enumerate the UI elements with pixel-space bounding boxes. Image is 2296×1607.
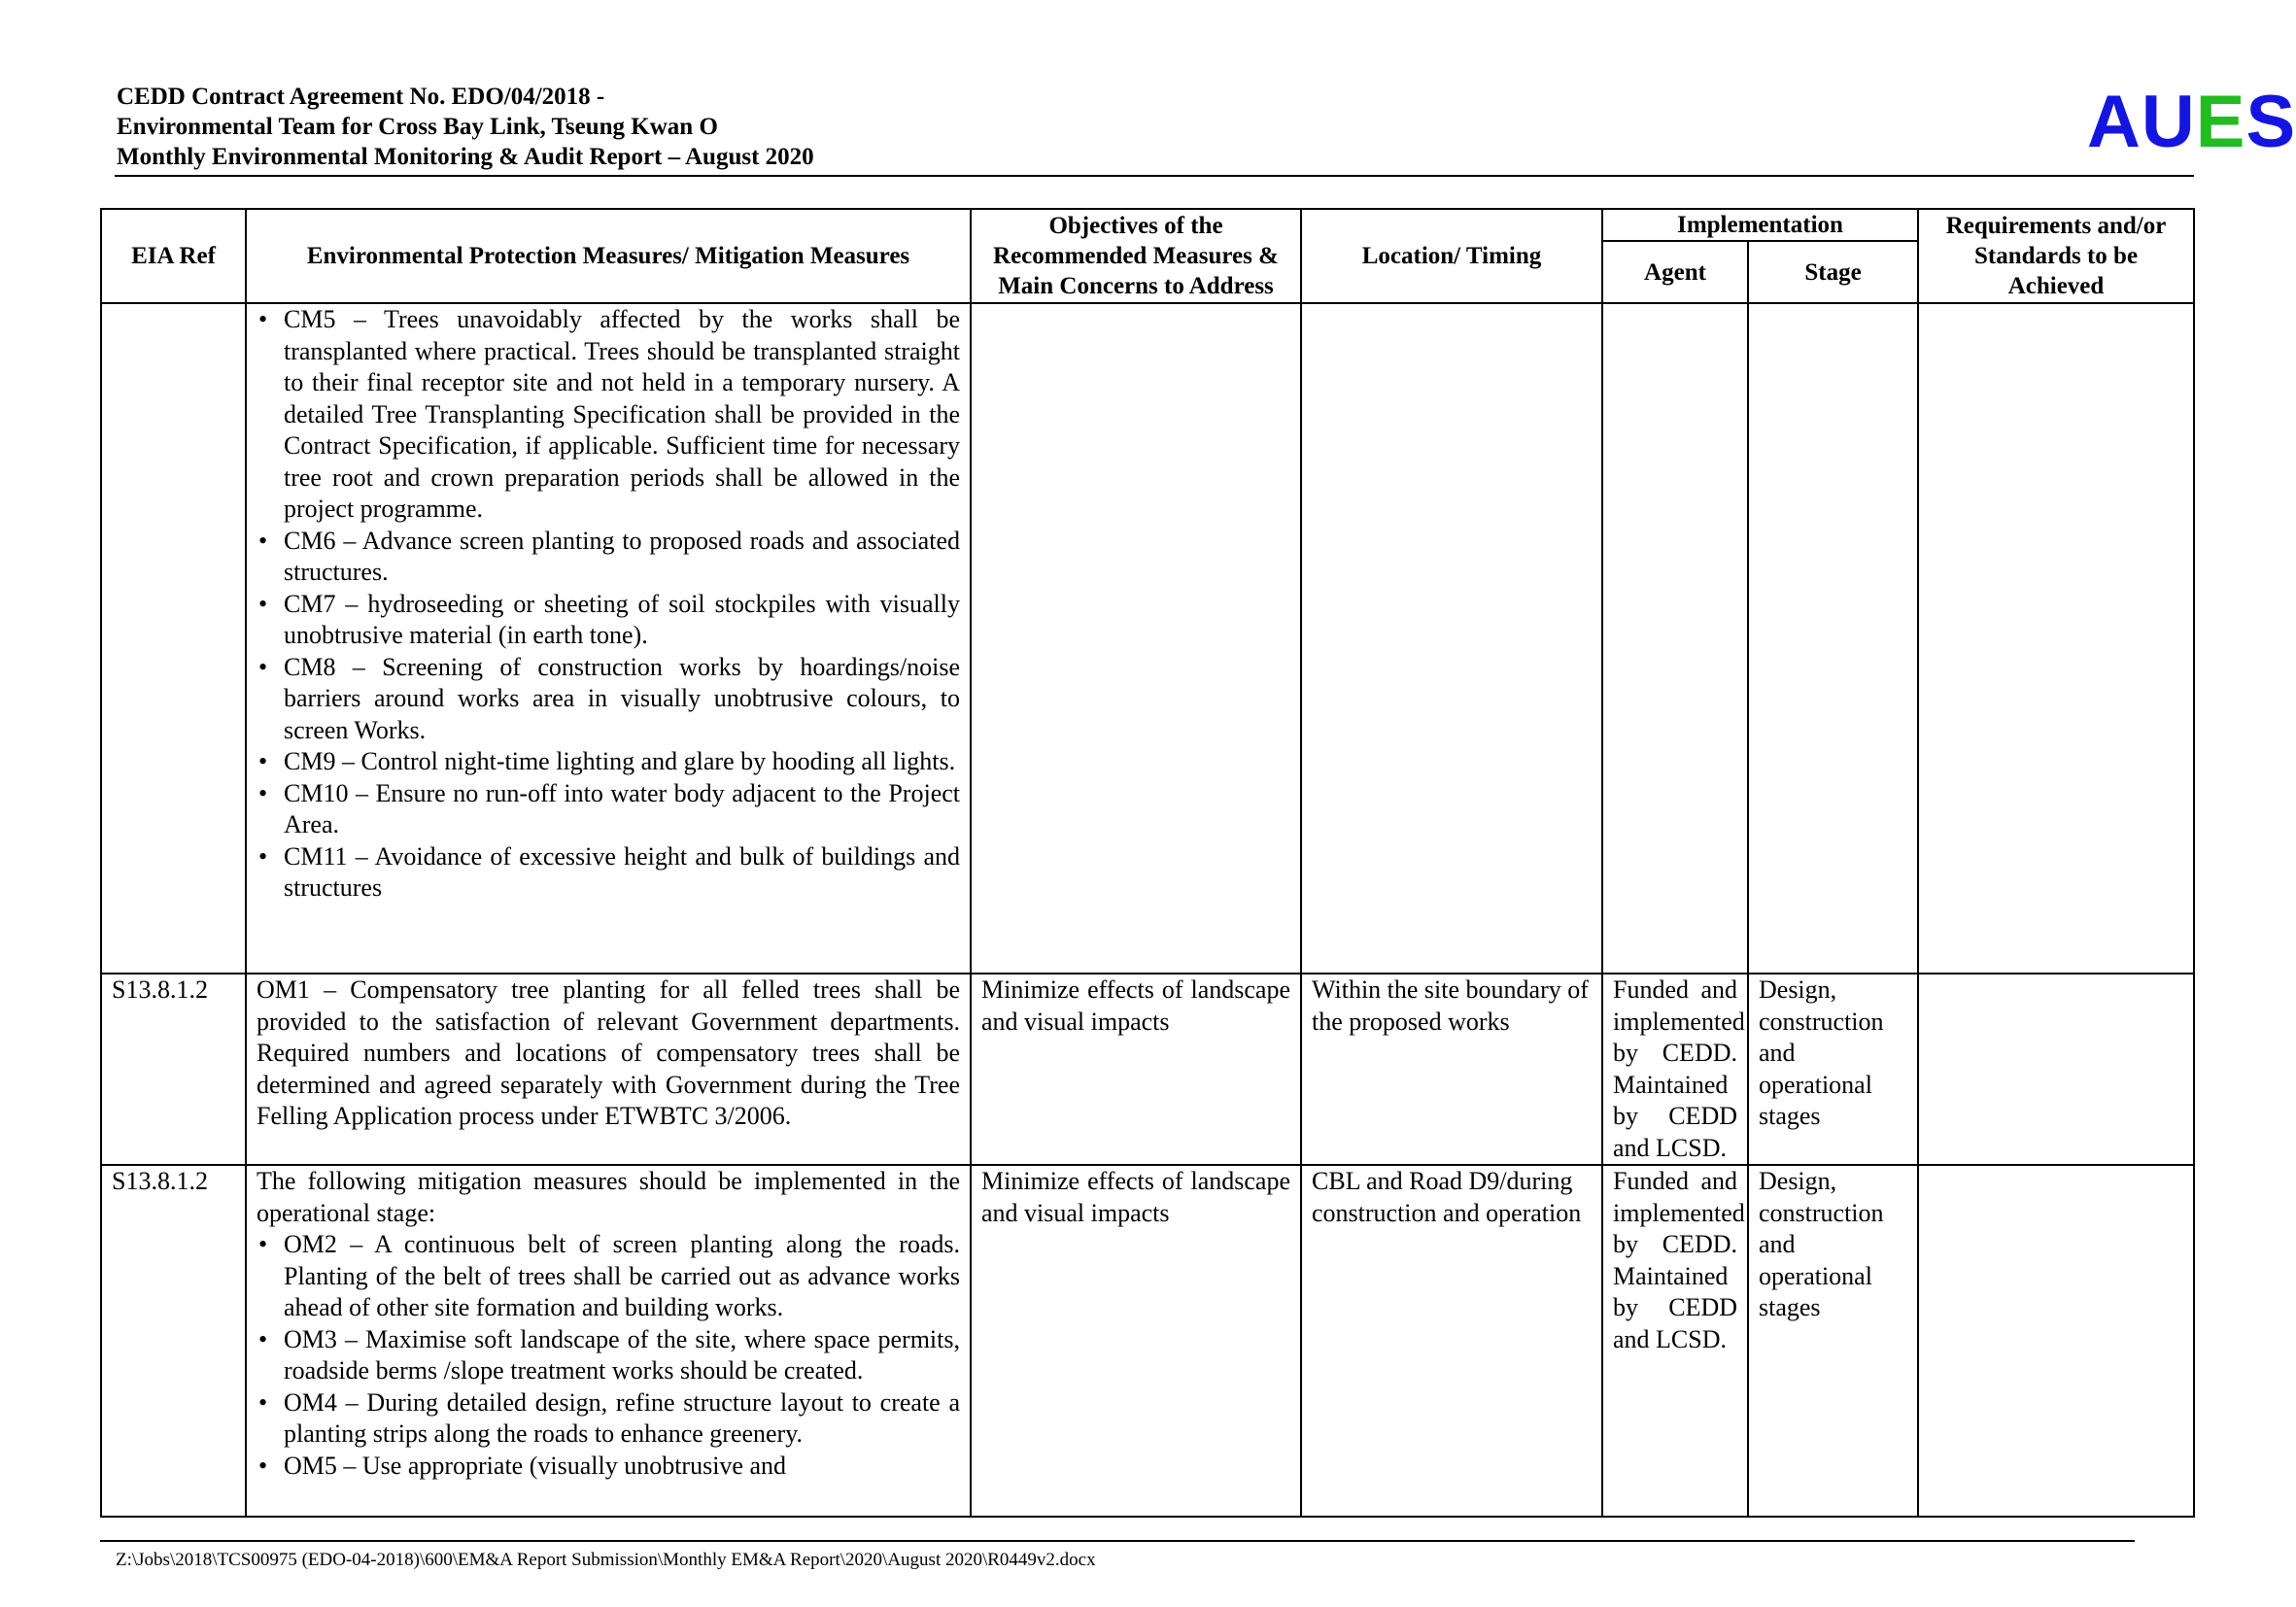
measures-cell: [246, 1165, 971, 1517]
stage-cell: [1748, 303, 1918, 974]
measure-item: • OM3 – Maximise soft landscape of the site, where space permits, roadside berms /slope treatment works should be created.: [284, 1324, 960, 1387]
measures-cell: OM1 – Compensatory tree planting for all felled trees shall be provided to the satisfaction of relevant Government departments. Required numbers and locations of compensatory trees shall be determined and agreed separately with Government during the Tree Felling Application process under ETWBTC 3/2006.: [246, 974, 971, 1165]
table-row: [101, 974, 2194, 1165]
measure-item: • CM7 – hydroseeding or sheeting of soil stockpiles with visually unobtrusive material (in earth tone).: [284, 589, 960, 652]
col-header-eia-ref: EIA Ref: [101, 209, 246, 303]
table-row: [101, 1165, 2194, 1517]
agent-cell: [1602, 303, 1748, 974]
report-title-block: [117, 82, 814, 172]
location-cell: Within the site boundary of the proposed works: [1301, 974, 1602, 1165]
location-cell: CBL and Road D9/during construction and operation: [1301, 1165, 1602, 1517]
measures-intro: The following mitigation measures should be implemented in the operational stage:: [257, 1167, 960, 1227]
logo-letter-e: E: [2195, 81, 2246, 163]
table-row: [101, 303, 2194, 974]
mitigation-measures-table: [100, 208, 2195, 1518]
col-header-measures: Environmental Protection Measures/ Mitigation Measures: [246, 209, 971, 303]
requirements-cell: [1918, 1165, 2194, 1517]
footer-rule: [100, 1540, 2135, 1542]
measure-item: • OM5 – Use appropriate (visually unobtrusive and: [284, 1451, 960, 1483]
measure-item: • OM4 – During detailed design, refine structure layout to create a planting strips along the roads to enhance greenery.: [284, 1387, 960, 1451]
measure-item: • OM2 – A continuous belt of screen planting along the roads. Planting of the belt of trees shall be carried out as advance works ahead of other site formation and building works.: [284, 1229, 960, 1324]
objectives-cell: Minimize effects of landscape and visual impacts: [971, 1165, 1301, 1517]
header-row: [101, 209, 2194, 241]
measure-item: • CM11 – Avoidance of excessive height and bulk of buildings and structures: [284, 841, 960, 905]
logo-letter-u: U: [2141, 81, 2196, 163]
col-header-requirements: Requirements and/or Standards to be Achieved: [1918, 209, 2194, 303]
objectives-cell: Minimize effects of landscape and visual impacts: [971, 974, 1301, 1165]
contract-line: CEDD Contract Agreement No. EDO/04/2018 -: [117, 84, 605, 110]
measures-list: [257, 304, 960, 905]
objectives-cell: [971, 303, 1301, 974]
agent-cell: Funded and implemented by CEDD. Maintained by CEDD and LCSD.: [1602, 1165, 1748, 1517]
measures-list: [257, 1229, 960, 1482]
col-header-stage: Stage: [1748, 241, 1918, 303]
measure-item: • CM10 – Ensure no run-off into water body adjacent to the Project Area.: [284, 778, 960, 841]
measure-item: • CM8 – Screening of construction works by hoardings/noise barriers around works area in visually unobtrusive colours, to screen Works.: [284, 652, 960, 747]
requirements-cell: [1918, 303, 2194, 974]
logo-letter-a: A: [2087, 81, 2142, 163]
header-rule: [115, 175, 2194, 177]
col-header-agent: Agent: [1602, 241, 1748, 303]
requirements-cell: [1918, 974, 2194, 1165]
measure-item: • CM6 – Advance screen planting to proposed roads and associated structures.: [284, 526, 960, 589]
aues-logo: [2087, 81, 2296, 163]
col-header-implementation: Implementation: [1602, 209, 1918, 241]
eia-ref-cell: [101, 303, 246, 974]
stage-cell: Design, construction and operational stages: [1748, 1165, 1918, 1517]
measure-item: • CM5 – Trees unavoidably affected by the works shall be transplanted where practical. Trees should be transplanted straight to their final receptor site and not held in a temporary nursery. A detailed Tree Transplanting Specification shall be provided in the Contract Specification, if applicable. Sufficient time for necessary tree root and crown preparation periods shall be allowed in the project programme.: [284, 304, 960, 526]
measure-item: • CM9 – Control night-time lighting and glare by hooding all lights.: [284, 746, 960, 778]
page-header: [115, 81, 2296, 177]
logo-letter-s: S: [2245, 81, 2296, 163]
eia-ref-cell: S13.8.1.2: [101, 974, 246, 1165]
col-header-location: Location/ Timing: [1301, 209, 1602, 303]
team-line: Environmental Team for Cross Bay Link, Tseung Kwan O: [117, 114, 718, 140]
eia-ref-cell: S13.8.1.2: [101, 1165, 246, 1517]
stage-cell: Design, construction and operational stages: [1748, 974, 1918, 1165]
agent-cell: Funded and implemented by CEDD. Maintained by CEDD and LCSD.: [1602, 974, 1748, 1165]
file-path: Z:\Jobs\2018\TCS00975 (EDO-04-2018)\600\EM&A Report Submission\Monthly EM&A Report\2020\August 2020\R0449v2.docx: [116, 1550, 1096, 1570]
report-line: Monthly Environmental Monitoring & Audit Report – August 2020: [117, 144, 814, 170]
col-header-objectives: Objectives of the Recommended Measures & Main Concerns to Address: [971, 209, 1301, 303]
measures-cell: [246, 303, 971, 974]
page-footer: [100, 1540, 2135, 1570]
location-cell: [1301, 303, 1602, 974]
